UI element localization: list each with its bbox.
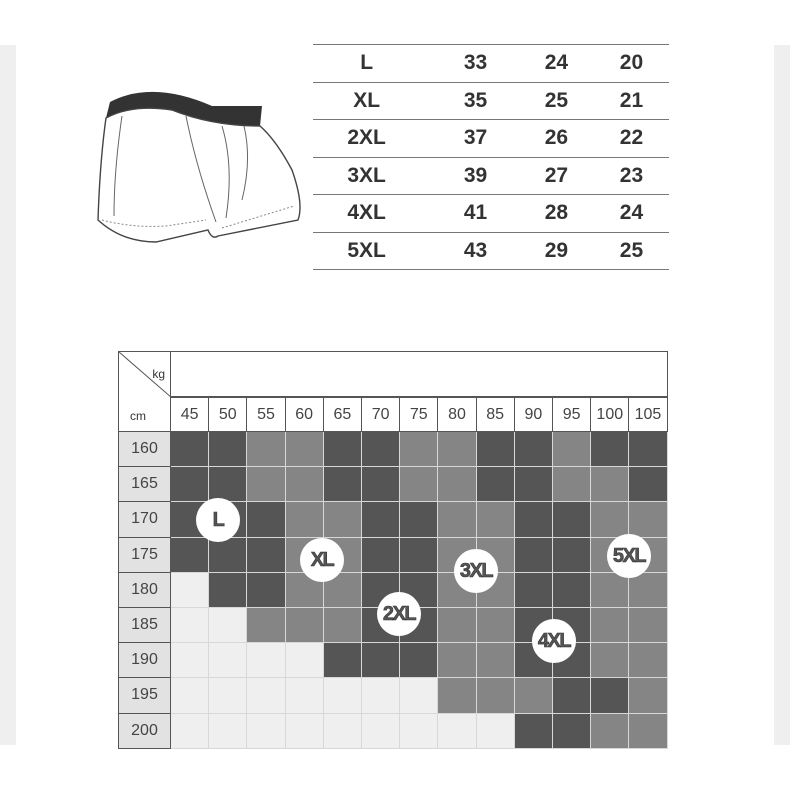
size-grid-cell	[209, 538, 247, 573]
weight-header-cell: 65	[324, 397, 362, 432]
size-row	[313, 45, 669, 83]
size-grid-cell	[286, 432, 324, 467]
size-grid-cell	[438, 467, 476, 502]
size-grid-cell	[477, 608, 515, 643]
size-grid-cell	[286, 714, 324, 749]
height-weight-size-grid	[118, 351, 668, 746]
size-badge: 3XL	[454, 549, 498, 593]
size-grid-cell	[171, 714, 209, 749]
size-grid-cell	[553, 538, 591, 573]
measurement-value: 35	[463, 88, 488, 112]
size-row	[313, 232, 669, 270]
measurement-value: 29	[544, 238, 569, 262]
size-row	[313, 120, 669, 158]
size-grid-cell	[209, 573, 247, 608]
weight-header-cell: 85	[477, 397, 515, 432]
size-grid-cell	[629, 432, 667, 467]
size-badge: 5XL	[607, 534, 651, 578]
measurement-value: 33	[463, 51, 488, 75]
size-grid-cell	[438, 502, 476, 537]
size-grid-cell	[553, 502, 591, 537]
size-grid-cell	[209, 432, 247, 467]
size-grid-cell	[515, 538, 553, 573]
size-row	[313, 195, 669, 233]
size-grid-cell	[591, 678, 629, 713]
weight-header-cell: 45	[171, 397, 209, 432]
size-grid-cell	[362, 538, 400, 573]
size-badge: XL	[300, 538, 344, 582]
weight-header-cell: 50	[209, 397, 247, 432]
size-grid-cell	[324, 608, 362, 643]
size-grid-cell	[591, 467, 629, 502]
size-grid-cell	[438, 432, 476, 467]
size-label: L	[360, 51, 374, 75]
size-label: XL	[353, 88, 381, 112]
size-grid-cell	[400, 467, 438, 502]
size-row	[313, 82, 669, 120]
size-grid-cell	[438, 608, 476, 643]
right-side-panel	[774, 45, 790, 745]
height-header-cell: 175	[118, 538, 171, 573]
size-grid-cell	[591, 608, 629, 643]
size-grid-cell	[515, 573, 553, 608]
size-grid-cell	[591, 714, 629, 749]
size-grid-cell	[553, 467, 591, 502]
weight-header-cell: 90	[515, 397, 553, 432]
size-grid-cell	[400, 714, 438, 749]
size-grid-cell	[629, 643, 667, 678]
size-grid-cell	[362, 502, 400, 537]
weight-header-cell: 75	[400, 397, 438, 432]
boxer-briefs-illustration	[92, 80, 308, 250]
size-grid-cell	[247, 643, 285, 678]
size-label: 4XL	[347, 201, 386, 225]
size-grid-cell	[553, 678, 591, 713]
size-grid-cell	[247, 678, 285, 713]
cm-label: cm	[130, 409, 146, 423]
left-side-panel	[0, 45, 16, 745]
measurement-value: 43	[463, 238, 488, 262]
size-grid-cell	[629, 678, 667, 713]
weight-header-cell: 70	[362, 397, 400, 432]
size-grid-cell	[209, 714, 247, 749]
height-header-cell: 160	[118, 432, 171, 467]
size-grid-cell	[324, 502, 362, 537]
weight-header-cell: 60	[286, 397, 324, 432]
measurement-value: 41	[463, 201, 488, 225]
size-grid-cell	[477, 502, 515, 537]
size-grid-cell	[247, 502, 285, 537]
size-badge: 4XL	[532, 619, 576, 663]
size-grid-cell	[171, 538, 209, 573]
size-grid-cell	[324, 643, 362, 678]
size-grid-cell	[362, 432, 400, 467]
grid-header-blank	[170, 351, 668, 397]
weight-header-cell: 80	[438, 397, 476, 432]
size-grid-cell	[400, 643, 438, 678]
size-measurement-table	[313, 44, 669, 270]
size-grid-cell	[171, 678, 209, 713]
size-grid-cell	[477, 467, 515, 502]
size-row	[313, 157, 669, 195]
size-grid-cell	[438, 678, 476, 713]
measurement-value: 20	[619, 51, 644, 75]
measurement-value: 37	[463, 126, 488, 150]
size-grid-cell	[515, 678, 553, 713]
size-grid-cell	[400, 678, 438, 713]
measurement-value: 28	[544, 201, 569, 225]
size-grid-cell	[324, 678, 362, 713]
size-grid-cell	[591, 432, 629, 467]
size-grid-cell	[629, 714, 667, 749]
size-grid-cell	[553, 714, 591, 749]
weight-header-cell: 95	[553, 397, 591, 432]
size-grid-cell	[629, 608, 667, 643]
size-grid-cell	[324, 714, 362, 749]
size-label: 5XL	[347, 238, 386, 262]
measurement-value: 27	[544, 163, 569, 187]
size-badge: L	[196, 498, 240, 542]
measurement-value: 39	[463, 163, 488, 187]
measurement-value: 26	[544, 126, 569, 150]
measurement-value: 25	[619, 238, 644, 262]
size-grid-cell	[591, 643, 629, 678]
size-grid-cell	[438, 714, 476, 749]
height-header-cell: 180	[118, 573, 171, 608]
kg-label: kg	[152, 367, 165, 381]
measurement-value: 23	[619, 163, 644, 187]
weight-header-cell: 105	[629, 397, 667, 432]
size-grid-cell	[515, 502, 553, 537]
size-grid-cell	[362, 678, 400, 713]
size-grid-cell	[477, 643, 515, 678]
size-grid-cell	[477, 678, 515, 713]
size-grid-cell	[171, 573, 209, 608]
size-grid-cell	[629, 502, 667, 537]
weight-header-cell: 55	[247, 397, 285, 432]
height-header-cell: 200	[118, 714, 171, 749]
size-grid-cell	[324, 467, 362, 502]
size-grid-cell	[362, 643, 400, 678]
size-grid-cell	[400, 538, 438, 573]
size-grid-cell	[477, 714, 515, 749]
grid-corner	[118, 351, 171, 432]
height-header-cell: 170	[118, 502, 171, 537]
size-grid-cell	[209, 643, 247, 678]
size-grid-cell	[591, 502, 629, 537]
size-badge: 2XL	[377, 592, 421, 636]
size-grid-cell	[247, 573, 285, 608]
height-header-cell: 185	[118, 608, 171, 643]
size-label: 2XL	[347, 126, 386, 150]
height-header-cell: 165	[118, 467, 171, 502]
size-grid-cell	[247, 432, 285, 467]
size-grid-cell	[209, 467, 247, 502]
size-grid-cell	[515, 432, 553, 467]
size-grid-cell	[286, 467, 324, 502]
size-grid-cell	[286, 608, 324, 643]
size-grid-cell	[477, 432, 515, 467]
size-grid-cell	[286, 678, 324, 713]
size-grid-cell	[400, 502, 438, 537]
size-grid-cell	[286, 643, 324, 678]
size-grid-cell	[209, 678, 247, 713]
size-grid-cell	[247, 538, 285, 573]
size-grid-cell	[171, 643, 209, 678]
size-grid-cell	[209, 608, 247, 643]
measurement-value: 21	[619, 88, 644, 112]
weight-header-cell: 100	[591, 397, 629, 432]
height-header-cell: 195	[118, 678, 171, 713]
size-grid-cell	[171, 432, 209, 467]
size-label: 3XL	[347, 163, 386, 187]
size-grid-cell	[286, 502, 324, 537]
size-grid-cell	[171, 467, 209, 502]
size-grid-cell	[515, 714, 553, 749]
size-grid-cell	[553, 573, 591, 608]
measurement-value: 22	[619, 126, 644, 150]
size-grid-cell	[362, 714, 400, 749]
size-grid-cell	[171, 608, 209, 643]
size-grid-cell	[438, 643, 476, 678]
size-grid-cell	[400, 432, 438, 467]
size-grid-cell	[515, 467, 553, 502]
measurement-value: 24	[544, 51, 569, 75]
measurement-value: 24	[619, 201, 644, 225]
size-grid-cell	[629, 573, 667, 608]
size-grid-cell	[629, 467, 667, 502]
measurement-value: 25	[544, 88, 569, 112]
size-grid-cell	[247, 467, 285, 502]
size-grid-cell	[553, 432, 591, 467]
size-grid-cell	[247, 608, 285, 643]
size-grid-cell	[324, 432, 362, 467]
size-grid-cell	[591, 573, 629, 608]
size-grid-cell	[362, 467, 400, 502]
size-grid-cell	[247, 714, 285, 749]
height-header-cell: 190	[118, 643, 171, 678]
